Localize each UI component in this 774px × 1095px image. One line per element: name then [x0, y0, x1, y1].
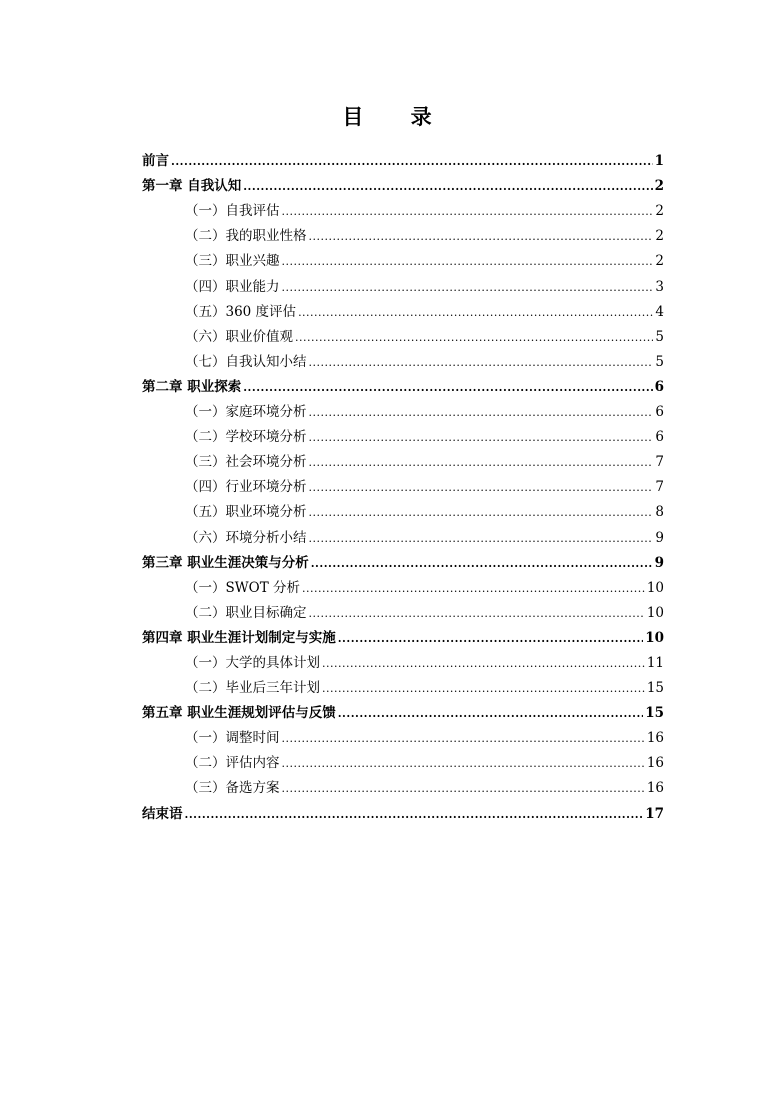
toc-page-number: 6: [655, 429, 664, 446]
toc-dot-leader: [282, 280, 654, 296]
toc-entry-label: （二）学校环境分析: [185, 429, 307, 446]
toc-dot-leader: [309, 505, 654, 521]
toc-section-entry[interactable]: [142, 496, 664, 521]
toc-section-entry[interactable]: [142, 321, 664, 346]
toc-chapter-entry[interactable]: [142, 697, 664, 722]
toc-section-entry[interactable]: [142, 597, 664, 622]
toc-page-number: 5: [655, 353, 664, 370]
toc-page-number: 10: [646, 604, 664, 621]
toc-dot-leader: [338, 631, 644, 647]
toc-page-number: 10: [646, 579, 664, 596]
toc-entry-label: （七）自我认知小结: [185, 353, 307, 370]
toc-section-entry[interactable]: [142, 195, 664, 220]
toc-chapter-entry[interactable]: [142, 371, 664, 396]
toc-entry-label: 第四章 职业生涯计划制定与实施: [142, 629, 336, 646]
toc-page-number: 8: [655, 504, 664, 521]
toc-entry-label: 第五章 职业生涯规划评估与反馈: [142, 705, 336, 722]
toc-dot-leader: [298, 305, 653, 321]
toc-entry-label: 第二章 职业探索: [142, 378, 242, 395]
toc-entry-label: （一）调整时间: [185, 730, 280, 747]
toc-entry-label: （二）评估内容: [185, 755, 280, 772]
toc-dot-leader: [282, 781, 645, 797]
toc-page-number: 4: [655, 303, 664, 320]
toc-page-number: 7: [655, 454, 664, 471]
toc-page-number: 17: [645, 805, 664, 822]
toc-page-number: 2: [655, 203, 664, 220]
toc-page-number: 16: [646, 730, 664, 747]
toc-list: [142, 145, 664, 823]
toc-chapter-entry[interactable]: [142, 145, 664, 170]
toc-page-number: 16: [646, 780, 664, 797]
toc-section-entry[interactable]: [142, 722, 664, 747]
toc-page-number: 6: [655, 404, 664, 421]
toc-dot-leader: [322, 656, 645, 672]
toc-section-entry[interactable]: [142, 471, 664, 496]
toc-entry-label: 前言: [142, 153, 169, 170]
toc-page-number: 2: [655, 253, 664, 270]
toc-dot-leader: [282, 756, 645, 772]
toc-page-number: 15: [645, 705, 664, 722]
toc-chapter-entry[interactable]: [142, 797, 664, 822]
toc-title: 目 录: [342, 104, 452, 129]
toc-dot-leader: [282, 731, 645, 747]
toc-entry-label: （六）职业价值观: [185, 328, 293, 345]
toc-section-entry[interactable]: [142, 572, 664, 597]
toc-chapter-entry[interactable]: [142, 622, 664, 647]
toc-page-number: 3: [655, 278, 664, 295]
toc-section-entry[interactable]: [142, 672, 664, 697]
toc-entry-label: （三）备选方案: [185, 780, 280, 797]
toc-entry-label: （五）职业环境分析: [185, 504, 307, 521]
toc-chapter-entry[interactable]: [142, 170, 664, 195]
toc-section-entry[interactable]: [142, 296, 664, 321]
toc-entry-label: （四）行业环境分析: [185, 479, 307, 496]
toc-page-number: 7: [655, 479, 664, 496]
toc-section-entry[interactable]: [142, 270, 664, 295]
toc-dot-leader: [309, 430, 654, 446]
toc-section-entry[interactable]: [142, 647, 664, 672]
toc-section-entry[interactable]: [142, 421, 664, 446]
toc-dot-leader: [309, 355, 654, 371]
toc-entry-label: （二）职业目标确定: [185, 604, 307, 621]
toc-dot-leader: [309, 531, 654, 547]
toc-dot-leader: [243, 380, 652, 396]
toc-page-number: 9: [655, 529, 664, 546]
toc-entry-label: （五）360 度评估: [185, 303, 297, 320]
toc-dot-leader: [282, 204, 654, 220]
toc-entry-label: （一）自我评估: [185, 203, 280, 220]
toc-page-number: 2: [654, 178, 664, 195]
toc-section-entry[interactable]: [142, 747, 664, 772]
toc-dot-leader: [282, 254, 654, 270]
toc-dot-leader: [185, 807, 644, 823]
toc-page-number: 11: [646, 654, 664, 671]
toc-entry-label: 结束语: [142, 805, 183, 822]
toc-chapter-entry[interactable]: [142, 547, 664, 572]
toc-dot-leader: [311, 556, 653, 572]
toc-section-entry[interactable]: [142, 396, 664, 421]
toc-dot-leader: [309, 480, 654, 496]
toc-dot-leader: [309, 229, 654, 245]
toc-dot-leader: [309, 455, 654, 471]
toc-entry-label: （三）社会环境分析: [185, 454, 307, 471]
toc-section-entry[interactable]: [142, 446, 664, 471]
toc-page-number: 5: [655, 328, 664, 345]
toc-section-entry[interactable]: [142, 772, 664, 797]
toc-entry-label: （一）大学的具体计划: [185, 654, 320, 671]
toc-entry-label: （二）毕业后三年计划: [185, 680, 320, 697]
toc-dot-leader: [309, 606, 645, 622]
toc-entry-label: （三）职业兴趣: [185, 253, 280, 270]
toc-dot-leader: [309, 405, 654, 421]
toc-section-entry[interactable]: [142, 521, 664, 546]
toc-entry-label: （一）SWOT 分析: [185, 579, 300, 596]
toc-section-entry[interactable]: [142, 220, 664, 245]
toc-entry-label: （二）我的职业性格: [185, 228, 307, 245]
toc-section-entry[interactable]: [142, 245, 664, 270]
toc-entry-label: 第一章 自我认知: [142, 178, 242, 195]
toc-dot-leader: [243, 179, 652, 195]
toc-dot-leader: [171, 154, 653, 170]
toc-entry-label: （一）家庭环境分析: [185, 404, 307, 421]
toc-page-number: 15: [646, 680, 664, 697]
toc-dot-leader: [338, 706, 644, 722]
toc-entry-label: （四）职业能力: [185, 278, 280, 295]
toc-dot-leader: [322, 681, 645, 697]
toc-page-number: 16: [646, 755, 664, 772]
toc-dot-leader: [302, 581, 645, 597]
toc-page-number: 10: [645, 629, 664, 646]
toc-page-number: 6: [654, 378, 664, 395]
toc-dot-leader: [295, 330, 653, 346]
toc-page-number: 1: [654, 153, 664, 170]
toc-page-number: 2: [655, 228, 664, 245]
toc-section-entry[interactable]: [142, 346, 664, 371]
toc-entry-label: （六）环境分析小结: [185, 529, 307, 546]
toc-entry-label: 第三章 职业生涯决策与分析: [142, 554, 309, 571]
toc-page-number: 9: [654, 554, 664, 571]
